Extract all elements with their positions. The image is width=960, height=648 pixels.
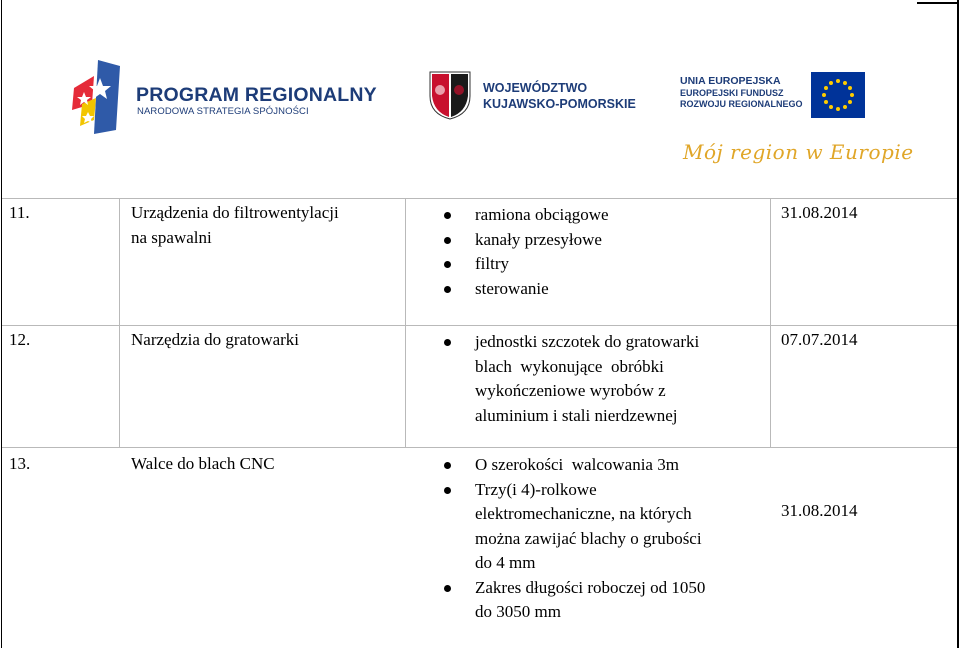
table-col-divider-2 xyxy=(405,198,406,448)
ue-line2: EUROPEJSKI FUNDUSZ xyxy=(680,87,784,98)
list-item: kanały przesyłowe xyxy=(441,228,609,253)
program-logo-subtitle: NARODOWA STRATEGIA SPÓJNOŚCI xyxy=(137,106,309,117)
row-11-items xyxy=(441,203,609,301)
list-item-line: aluminium i stali nierdzewnej xyxy=(475,405,678,425)
page-corner-mark xyxy=(917,2,957,4)
row-11-name-line: na spawalni xyxy=(131,227,212,247)
ue-line1: UNIA EUROPEJSKA xyxy=(680,75,781,87)
ue-line3: ROZWOJU REGIONALNEGO xyxy=(680,99,803,109)
row-11-date: 31.08.2014 xyxy=(781,203,858,222)
slogan: Mój region w Europie xyxy=(683,140,914,164)
stars-emblem-icon xyxy=(70,58,132,138)
row-12-number: 12. xyxy=(9,330,31,349)
list-item-line: jednostki szczotek do gratowarki xyxy=(475,332,700,351)
table-rule-row13 xyxy=(2,447,957,448)
page-border-right xyxy=(957,0,959,648)
list-item-line: wykończeniowe wyrobów z xyxy=(475,381,666,400)
table-rule-row12 xyxy=(2,325,957,326)
row-13-name: Walce do blach CNC xyxy=(131,454,275,473)
list-item xyxy=(441,453,705,478)
table-col-divider-1 xyxy=(119,198,120,448)
list-item-line: do 4 mm xyxy=(475,553,536,572)
list-item xyxy=(441,330,699,428)
list-item xyxy=(441,576,705,625)
row-12-date: 07.07.2014 xyxy=(781,330,858,349)
list-item: ramiona obciągowe xyxy=(441,203,609,228)
table-rule-top xyxy=(2,198,957,199)
wojewodztwo-logo-text xyxy=(483,80,636,112)
list-item-line: do 3050 mm xyxy=(475,602,561,621)
row-12-name: Narzędzia do gratowarki xyxy=(131,330,300,349)
coat-of-arms-icon xyxy=(428,70,472,120)
wojewodztwo-line2: KUJAWSKO-POMORSKIE xyxy=(483,97,636,111)
row-11-name xyxy=(131,201,339,250)
list-item: filtry xyxy=(441,252,609,277)
row-12-items xyxy=(441,330,699,428)
list-item-line: Zakres długości roboczej od 1050 xyxy=(475,577,706,597)
table-col-divider-3 xyxy=(770,198,771,448)
list-item-line: można zawijać blachy o grubości xyxy=(475,528,702,548)
list-item-line: O szerokości walcowania 3m xyxy=(475,455,679,474)
list-item-line: Trzy(i 4)-rolkowe xyxy=(475,479,597,499)
row-11-name-line: Urządzenia do filtrowentylacji xyxy=(131,203,339,222)
row-11-number: 11. xyxy=(9,203,30,222)
wojewodztwo-logo xyxy=(428,70,636,130)
row-13-date: 31.08.2014 xyxy=(781,501,858,520)
list-item-line: blach wykonujące obróbki xyxy=(475,356,664,376)
ue-logo-text xyxy=(680,76,803,111)
row-13-items xyxy=(441,453,705,625)
wojewodztwo-line1: WOJEWÓDZTWO xyxy=(483,81,588,95)
list-item: sterowanie xyxy=(441,277,609,302)
list-item xyxy=(441,478,705,576)
program-regionalny-logo xyxy=(70,58,377,138)
eu-flag-icon xyxy=(811,72,865,118)
unia-europejska-logo xyxy=(680,72,870,122)
list-item-line: elektromechaniczne, na których xyxy=(475,504,692,523)
program-logo-title: PROGRAM REGIONALNY xyxy=(136,84,377,106)
page-border-left xyxy=(1,0,2,648)
row-13-number: 13. xyxy=(9,454,31,473)
